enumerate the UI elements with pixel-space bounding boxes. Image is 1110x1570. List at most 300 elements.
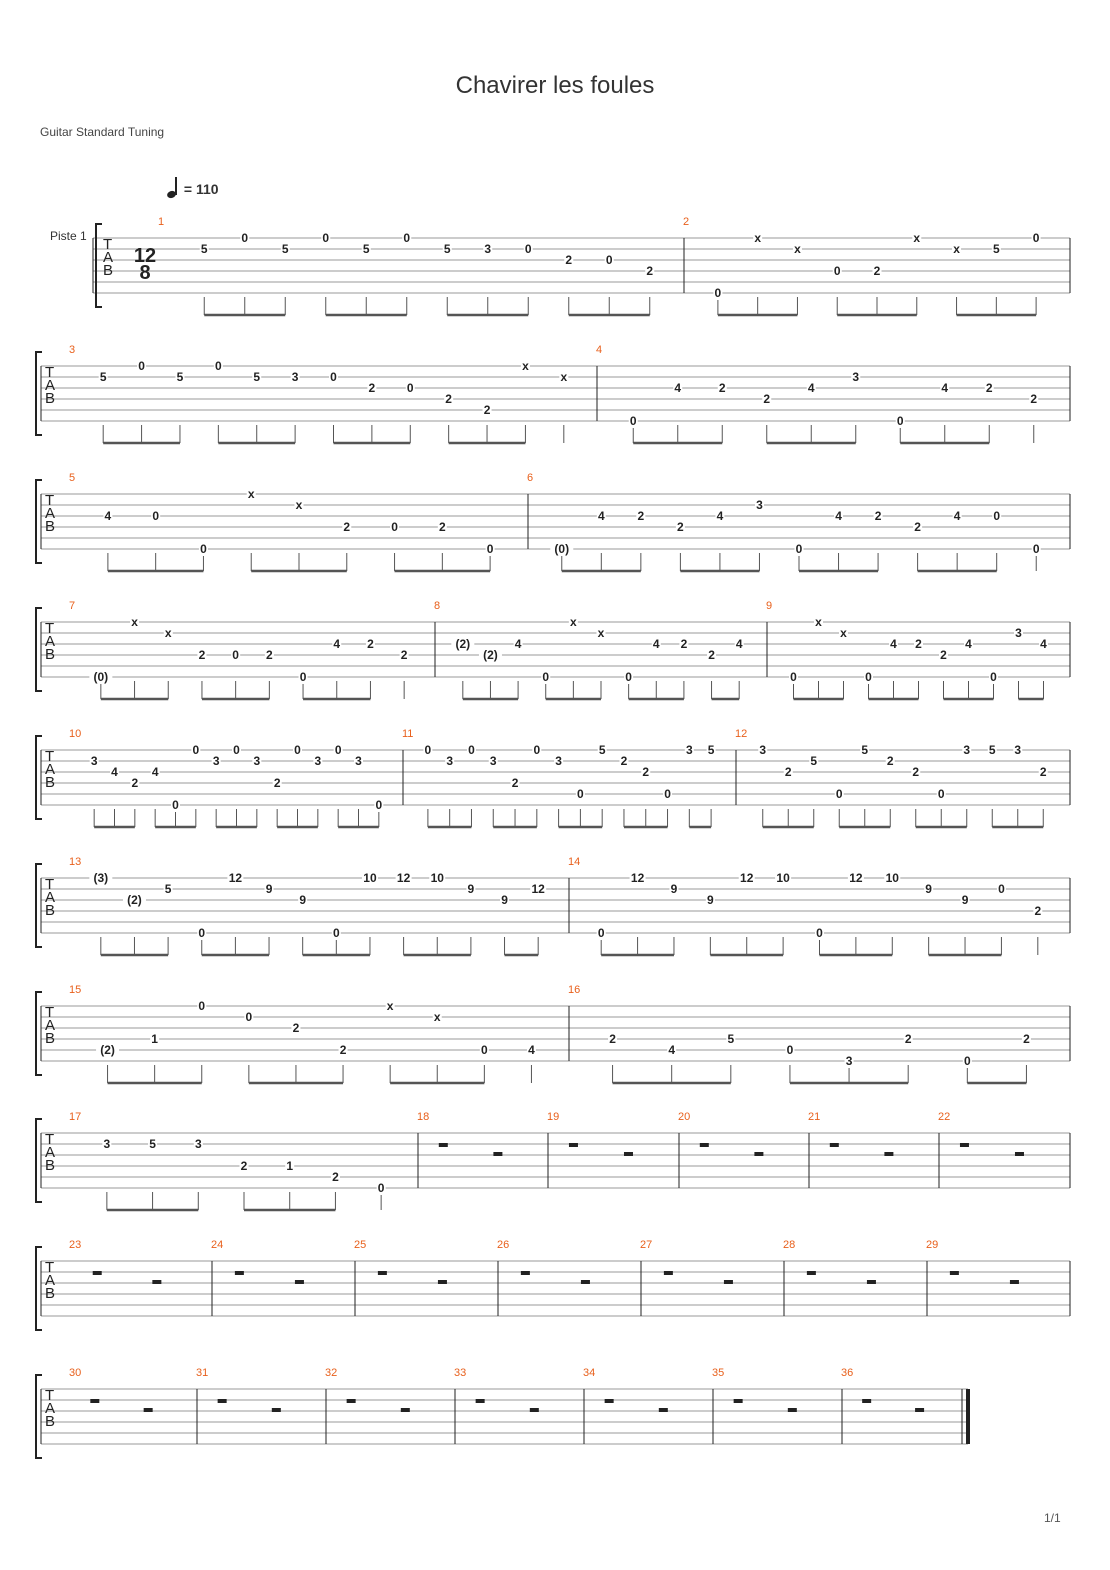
tab-clef-letter: T xyxy=(45,1131,55,1148)
fret-number: 2 xyxy=(620,754,628,768)
fret-number: 3 xyxy=(759,743,767,757)
fret-number: 2 xyxy=(940,648,947,662)
bar-number: 8 xyxy=(434,600,441,612)
bar-number: 15 xyxy=(69,984,82,996)
fret-number: 3 xyxy=(291,370,299,384)
fret-number: 1 xyxy=(151,1032,158,1046)
fret-number: 0 xyxy=(524,242,532,256)
fret-number: x xyxy=(295,498,303,512)
bar-number: 18 xyxy=(417,1111,430,1123)
fret-number: 2 xyxy=(985,381,993,395)
fret-number: 9 xyxy=(961,893,969,907)
fret-number: 10 xyxy=(776,871,790,885)
fret-number: 3 xyxy=(194,1137,202,1151)
fret-number: 0 xyxy=(200,542,207,556)
tab-clef-letter: B xyxy=(45,518,56,535)
fret-number: 4 xyxy=(111,765,118,779)
fret-number: 12 xyxy=(396,871,411,885)
fret-number: (2) xyxy=(127,893,142,907)
rest-mark xyxy=(235,1271,244,1275)
rest-mark xyxy=(884,1152,893,1156)
fret-number: 0 xyxy=(233,743,240,757)
tab-clef-letter: B xyxy=(45,774,56,791)
rest-mark xyxy=(659,1408,668,1412)
fret-number: 2 xyxy=(565,253,573,267)
fret-number: 2 xyxy=(646,264,654,278)
rest-mark xyxy=(438,1280,447,1284)
fret-number: 2 xyxy=(784,765,792,779)
fret-number: 2 xyxy=(273,776,281,790)
rest-mark xyxy=(530,1408,539,1412)
time-signature-digit: 12 xyxy=(133,245,157,267)
time-signature-digit: 8 xyxy=(139,262,151,284)
fret-number: 0 xyxy=(152,509,160,523)
fret-number: 0 xyxy=(294,743,301,757)
tab-clef-letter: B xyxy=(45,390,56,407)
rest-mark xyxy=(915,1408,924,1412)
fret-number: 3 xyxy=(314,754,322,768)
fret-number: 4 xyxy=(333,637,341,651)
bar-number: 23 xyxy=(69,1239,82,1251)
fret-number: 2 xyxy=(718,381,726,395)
fret-number: x xyxy=(597,626,605,640)
fret-number: 0 xyxy=(937,787,945,801)
bar-number: 30 xyxy=(69,1367,82,1379)
bar-number: 19 xyxy=(547,1111,560,1123)
fret-number: (2) xyxy=(100,1043,115,1057)
fret-number: 2 xyxy=(131,776,139,790)
tab-clef-letter: T xyxy=(45,1004,55,1021)
fret-number: 2 xyxy=(1039,765,1047,779)
bar-number: 36 xyxy=(841,1367,854,1379)
fret-number: 0 xyxy=(993,509,1001,523)
fret-number: 0 xyxy=(816,926,823,940)
tab-clef-letter: A xyxy=(45,1400,56,1417)
rest-mark xyxy=(218,1399,227,1403)
bar-number: 3 xyxy=(69,344,76,356)
fret-number: 3 xyxy=(355,754,362,768)
system-bracket xyxy=(96,224,102,307)
rest-mark xyxy=(754,1152,763,1156)
rest-mark xyxy=(493,1152,502,1156)
rest-mark xyxy=(605,1399,614,1403)
bar-number: 27 xyxy=(640,1239,653,1251)
fret-number: 2 xyxy=(240,1159,248,1173)
tab-clef-letter: T xyxy=(45,492,55,509)
bar-number: 9 xyxy=(766,600,773,612)
fret-number: 5 xyxy=(149,1137,156,1151)
tab-clef-letter: A xyxy=(103,249,114,266)
rest-mark xyxy=(581,1280,590,1284)
fret-number: 5 xyxy=(99,370,107,384)
rest-mark xyxy=(950,1271,959,1275)
fret-number: 4 xyxy=(104,509,112,523)
bar-number: 16 xyxy=(568,984,581,996)
fret-number: 4 xyxy=(735,637,743,651)
fret-number: 5 xyxy=(992,242,1000,256)
fret-number: 2 xyxy=(438,520,446,534)
fret-number: 2 xyxy=(266,648,273,662)
bar-number: 6 xyxy=(527,472,534,484)
fret-number: x xyxy=(754,231,762,245)
fret-number: 4 xyxy=(668,1043,676,1057)
fret-number: 2 xyxy=(332,1170,339,1184)
rest-mark xyxy=(700,1143,709,1147)
fret-number: 2 xyxy=(609,1032,616,1046)
tab-clef-letter: T xyxy=(103,236,113,253)
fret-number: x xyxy=(913,231,921,245)
fret-number: 4 xyxy=(716,509,724,523)
fret-number: 9 xyxy=(265,882,273,896)
fret-number: 3 xyxy=(852,370,860,384)
fret-number: (0) xyxy=(93,670,109,684)
fret-number: 0 xyxy=(138,359,145,373)
fret-number: 10 xyxy=(363,871,377,885)
bar-number: 31 xyxy=(196,1367,209,1379)
fret-number: 4 xyxy=(514,637,522,651)
bar-number: 22 xyxy=(938,1111,951,1123)
bar-number: 14 xyxy=(568,856,581,868)
bar-number: 13 xyxy=(69,856,82,868)
rest-mark xyxy=(476,1399,485,1403)
fret-number: 0 xyxy=(330,370,337,384)
fret-number: 0 xyxy=(375,798,383,812)
fret-number: 2 xyxy=(708,648,715,662)
rest-mark xyxy=(272,1408,281,1412)
bar-number: 5 xyxy=(69,472,76,484)
fret-number: 0 xyxy=(833,264,841,278)
rest-mark xyxy=(664,1271,673,1275)
bar-number: 35 xyxy=(712,1367,725,1379)
fret-number: 2 xyxy=(445,392,452,406)
tab-clef-letter: A xyxy=(45,1272,56,1289)
fret-number: x xyxy=(840,626,847,640)
rest-mark xyxy=(378,1271,387,1275)
fret-number: 4 xyxy=(941,381,949,395)
bar-number: 17 xyxy=(69,1111,82,1123)
fret-number: 0 xyxy=(786,1043,794,1057)
fret-number: x xyxy=(131,615,138,629)
fret-number: 12 xyxy=(531,882,545,896)
fret-number: 9 xyxy=(670,882,678,896)
fret-number: x xyxy=(560,370,568,384)
fret-number: 5 xyxy=(164,882,172,896)
fret-number: 12 xyxy=(630,871,645,885)
fret-number: 2 xyxy=(912,765,920,779)
fret-number: 2 xyxy=(874,509,882,523)
rest-mark xyxy=(295,1280,304,1284)
bar-number: 21 xyxy=(808,1111,821,1123)
bar-number: 1 xyxy=(158,216,165,228)
fret-number: 3 xyxy=(1014,743,1022,757)
fret-number: 2 xyxy=(339,1043,347,1057)
fret-number: 4 xyxy=(807,381,815,395)
rest-mark xyxy=(90,1399,99,1403)
fret-number: 4 xyxy=(965,637,972,651)
fret-number: x xyxy=(247,487,255,501)
rest-mark xyxy=(960,1143,969,1147)
fret-number: (3) xyxy=(93,871,109,885)
fret-number: 5 xyxy=(253,370,261,384)
rest-mark xyxy=(347,1399,356,1403)
fret-number: 2 xyxy=(343,520,351,534)
fret-number: 2 xyxy=(400,648,408,662)
rest-mark xyxy=(1015,1152,1024,1156)
fret-number: x xyxy=(386,999,394,1013)
fret-number: 5 xyxy=(281,242,289,256)
fret-number: 0 xyxy=(533,743,541,757)
song-title: Chavirer les foules xyxy=(455,72,655,99)
fret-number: (0) xyxy=(554,542,570,556)
tab-clef-letter: T xyxy=(45,620,55,637)
bar-number: 25 xyxy=(354,1239,367,1251)
fret-number: 3 xyxy=(685,743,693,757)
fret-number: 3 xyxy=(963,743,971,757)
fret-number: 5 xyxy=(988,743,996,757)
fret-number: x xyxy=(953,242,960,256)
fret-number: 2 xyxy=(763,392,771,406)
fret-number: 2 xyxy=(511,776,519,790)
fret-number: x xyxy=(794,242,801,256)
fret-number: 4 xyxy=(528,1043,535,1057)
tab-clef-letter: A xyxy=(45,761,56,778)
fret-number: 0 xyxy=(1032,542,1040,556)
bar-number: 4 xyxy=(596,344,603,356)
tab-clef-letter: B xyxy=(45,902,56,919)
fret-number: 2 xyxy=(873,264,881,278)
fret-number: 3 xyxy=(1015,626,1022,640)
fret-number: 9 xyxy=(299,893,307,907)
fret-number: 0 xyxy=(192,743,200,757)
fret-number: 0 xyxy=(605,253,613,267)
fret-number: 12 xyxy=(849,871,863,885)
fret-number: 0 xyxy=(481,1043,488,1057)
fret-number: 2 xyxy=(1023,1032,1030,1046)
tab-clef-letter: A xyxy=(45,505,56,522)
fret-number: 4 xyxy=(953,509,961,523)
fret-number: 4 xyxy=(1040,637,1047,651)
fret-number: 9 xyxy=(707,893,714,907)
tab-clef-letter: B xyxy=(45,1157,56,1174)
bar-number: 12 xyxy=(735,728,748,740)
bar-number: 28 xyxy=(783,1239,796,1251)
fret-number: 2 xyxy=(904,1032,912,1046)
fret-number: x xyxy=(815,615,822,629)
fret-number: 0 xyxy=(896,414,904,428)
bar-number: 32 xyxy=(325,1367,338,1379)
fret-number: x xyxy=(164,626,172,640)
fret-number: 0 xyxy=(241,231,249,245)
fret-number: 0 xyxy=(795,542,803,556)
fret-number: 2 xyxy=(680,637,688,651)
fret-number: 2 xyxy=(1034,904,1042,918)
fret-number: 3 xyxy=(484,242,492,256)
fret-number: 0 xyxy=(198,926,206,940)
rest-mark xyxy=(521,1271,530,1275)
tab-clef-letter: B xyxy=(45,646,56,663)
fret-number: x xyxy=(433,1010,441,1024)
fret-number: 3 xyxy=(253,754,261,768)
fret-number: 2 xyxy=(292,1021,300,1035)
fret-number: 5 xyxy=(598,743,606,757)
fret-number: 3 xyxy=(212,754,220,768)
rest-mark xyxy=(867,1280,876,1284)
fret-number: 2 xyxy=(483,403,491,417)
tuning-label: Guitar Standard Tuning xyxy=(40,125,165,139)
fret-number: 5 xyxy=(200,242,208,256)
fret-number: 0 xyxy=(577,787,584,801)
fret-number: 2 xyxy=(642,765,650,779)
fret-number: (2) xyxy=(483,648,498,662)
fret-number: 2 xyxy=(367,637,374,651)
fret-number: 9 xyxy=(925,882,932,896)
fret-number: 12 xyxy=(740,871,754,885)
rest-mark xyxy=(807,1271,816,1275)
fret-number: 3 xyxy=(90,754,98,768)
fret-number: 0 xyxy=(835,787,843,801)
fret-number: 0 xyxy=(299,670,307,684)
fret-number: 4 xyxy=(835,509,842,523)
fret-number: 0 xyxy=(990,670,997,684)
tab-clef-letter: A xyxy=(45,633,56,650)
fret-number: 2 xyxy=(677,520,684,534)
rest-mark xyxy=(862,1399,871,1403)
fret-number: 2 xyxy=(198,648,206,662)
fret-number: 4 xyxy=(151,765,159,779)
rest-mark xyxy=(93,1271,102,1275)
tab-clef-letter: T xyxy=(45,364,55,381)
rest-mark xyxy=(724,1280,733,1284)
page-number: 1/1 xyxy=(1044,1511,1061,1525)
fret-number: x xyxy=(570,615,577,629)
rest-mark xyxy=(439,1143,448,1147)
rest-mark xyxy=(401,1408,410,1412)
fret-number: 10 xyxy=(430,871,444,885)
fret-number: 9 xyxy=(501,893,508,907)
tab-clef-letter: A xyxy=(45,1017,56,1034)
fret-number: 3 xyxy=(845,1054,853,1068)
fret-number: 5 xyxy=(362,242,370,256)
fret-number: 4 xyxy=(652,637,660,651)
tab-clef-letter: B xyxy=(103,262,114,279)
fret-number: 2 xyxy=(915,637,922,651)
tab-clef-letter: A xyxy=(45,377,56,394)
fret-number: 0 xyxy=(403,231,411,245)
fret-number: 0 xyxy=(629,414,637,428)
bar-number: 20 xyxy=(678,1111,691,1123)
fret-number: 2 xyxy=(914,520,921,534)
fret-number: 5 xyxy=(707,743,715,757)
fret-number: 0 xyxy=(232,648,239,662)
tab-clef-letter: A xyxy=(45,889,56,906)
fret-number: 0 xyxy=(597,926,605,940)
rest-mark xyxy=(830,1143,839,1147)
rest-mark xyxy=(624,1152,633,1156)
bar-number: 11 xyxy=(402,728,414,740)
fret-number: 0 xyxy=(334,743,342,757)
fret-number: 0 xyxy=(322,231,330,245)
fret-number: 0 xyxy=(1032,231,1040,245)
fret-number: 4 xyxy=(674,381,682,395)
fret-number: 0 xyxy=(245,1010,253,1024)
tempo-value: = 110 xyxy=(183,181,219,197)
fret-number: 0 xyxy=(486,542,494,556)
bar-number: 34 xyxy=(583,1367,596,1379)
fret-number: 0 xyxy=(198,999,206,1013)
tab-clef-letter: B xyxy=(45,1413,56,1430)
fret-number: 12 xyxy=(228,871,243,885)
bar-number: 29 xyxy=(926,1239,939,1251)
rest-mark xyxy=(144,1408,153,1412)
fret-number: 0 xyxy=(332,926,340,940)
bar-number: 33 xyxy=(454,1367,467,1379)
bar-number: 2 xyxy=(683,216,690,228)
bar-number: 24 xyxy=(211,1239,224,1251)
fret-number: 0 xyxy=(542,670,550,684)
tab-clef-letter: B xyxy=(45,1030,56,1047)
fret-number: 0 xyxy=(172,798,179,812)
tab-clef-letter: B xyxy=(45,1285,56,1302)
fret-number: 0 xyxy=(963,1054,971,1068)
fret-number: 0 xyxy=(377,1181,385,1195)
fret-number: 5 xyxy=(727,1032,735,1046)
fret-number: 10 xyxy=(885,871,899,885)
fret-number: 9 xyxy=(467,882,475,896)
rest-mark xyxy=(1010,1280,1019,1284)
track-name: Piste 1 xyxy=(50,229,87,243)
fret-number: 0 xyxy=(406,381,414,395)
bar-number: 10 xyxy=(69,728,82,740)
fret-number: 3 xyxy=(489,754,497,768)
tab-clef-letter: T xyxy=(45,1259,55,1276)
fret-number: x xyxy=(522,359,529,373)
rest-mark xyxy=(569,1143,578,1147)
fret-number: 1 xyxy=(286,1159,294,1173)
fret-number: 5 xyxy=(810,754,818,768)
fret-number: 3 xyxy=(756,498,763,512)
tab-clef-letter: T xyxy=(45,876,55,893)
fret-number: (2) xyxy=(455,637,471,651)
rest-mark xyxy=(152,1280,161,1284)
fret-number: 2 xyxy=(637,509,645,523)
bar-number: 7 xyxy=(69,600,76,612)
fret-number: 3 xyxy=(103,1137,111,1151)
tab-clef-letter: T xyxy=(45,1387,55,1404)
fret-number: 5 xyxy=(443,242,451,256)
fret-number: 2 xyxy=(1030,392,1038,406)
fret-number: 5 xyxy=(176,370,184,384)
fret-number: 4 xyxy=(597,509,605,523)
fret-number: 0 xyxy=(790,670,797,684)
fret-number: 0 xyxy=(468,743,475,757)
tab-clef-letter: T xyxy=(45,748,55,765)
fret-number: 0 xyxy=(664,787,671,801)
fret-number: 0 xyxy=(625,670,632,684)
bar-number: 26 xyxy=(497,1239,510,1251)
rest-mark xyxy=(734,1399,743,1403)
fret-number: 0 xyxy=(391,520,398,534)
fret-number: 0 xyxy=(424,743,432,757)
fret-number: 4 xyxy=(890,637,897,651)
rest-mark xyxy=(788,1408,797,1412)
fret-number: 2 xyxy=(368,381,376,395)
fret-number: 3 xyxy=(555,754,562,768)
fret-number: 0 xyxy=(998,882,1005,896)
tab-clef-letter: A xyxy=(45,1144,56,1161)
fret-number: 2 xyxy=(886,754,894,768)
fret-number: 5 xyxy=(861,743,869,757)
fret-number: 0 xyxy=(714,286,722,300)
